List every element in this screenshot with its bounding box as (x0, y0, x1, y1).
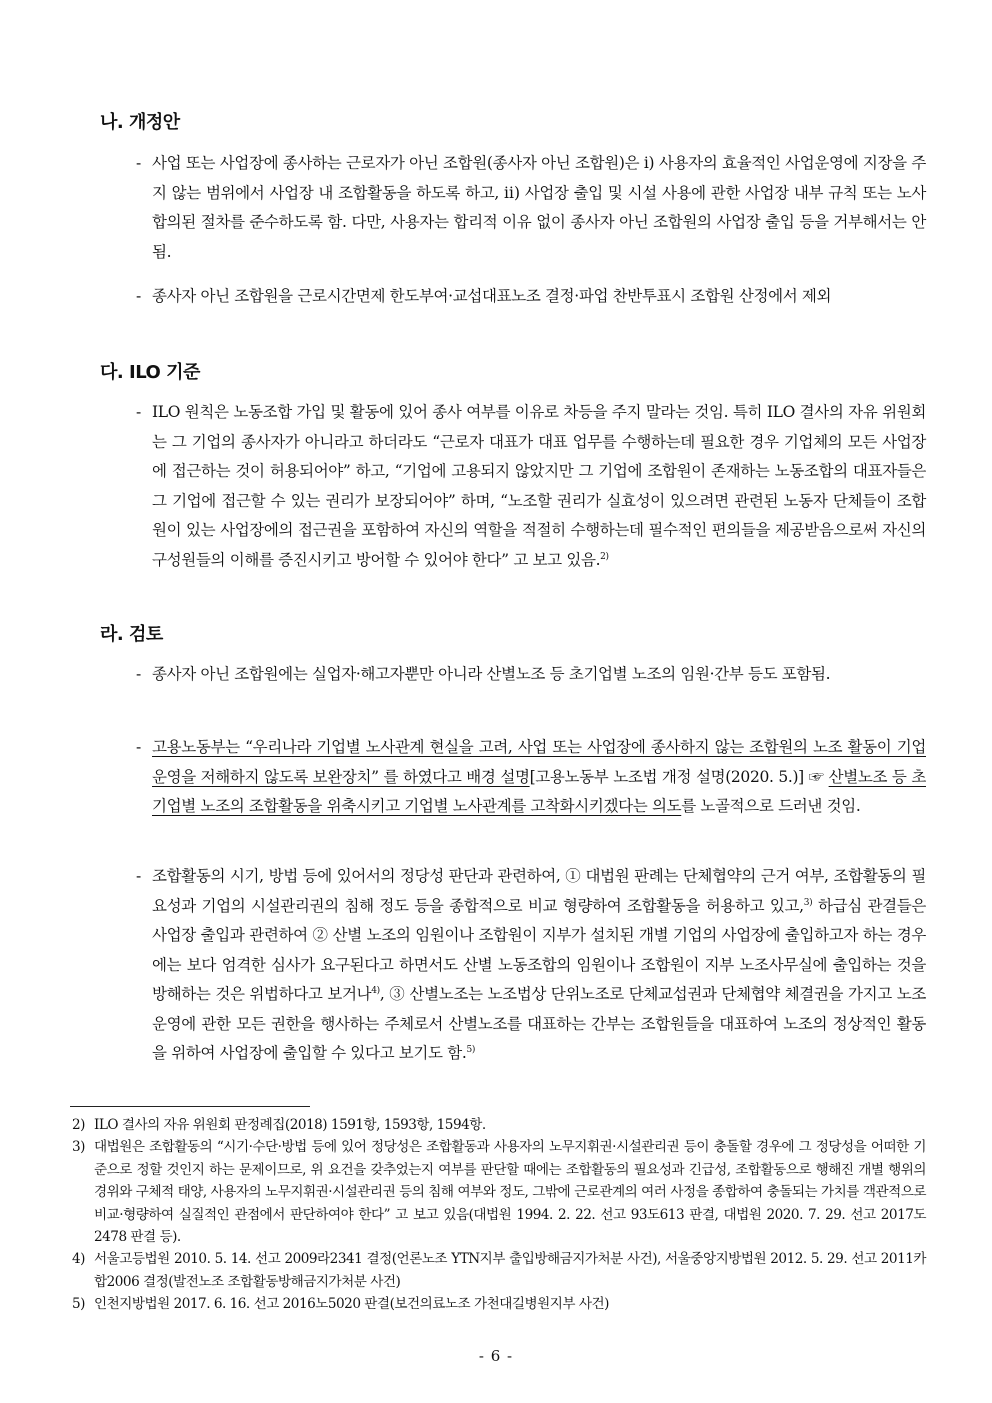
bullet-ra-1 (136, 660, 926, 690)
bullet-na-1 (136, 149, 926, 267)
bullet-text-part: , ③ 산별노조는 노조법상 단위노조로 단체교섭권과 단체협약 체결권을 가지고 노조 운영에 관한 모든 권한을 행사하는 주체로서 산별노조를 대표하는 간부는 조합원들을 대표하여 노조의 정상적인 활동을 위하여 사업장에 출입할 수 있다고 보기도 함. (152, 985, 926, 1062)
underlined-text: 산별노조 등 초기업별 노조의 조합활동을 위축시키고 기업별 노사관계를 고착화시키겠다는 의도 (152, 767, 926, 815)
footnote-number: 5) (72, 1296, 85, 1313)
bullet-text-part: [고용노동부 노조법 개정 설명(2020. 5.)] ☞ (529, 767, 829, 786)
footnotes (72, 1114, 926, 1316)
bullet-dash: - (136, 154, 141, 172)
bullet-text-part: ILO 원칙은 노동조합 가입 및 활동에 있어 종사 여부를 이유로 차등을 주지 말라는 것임. 특히 ILO 결사의 자유 위원회는 그 기업의 종사자가 아니라고 하더라도 “근로자 대표가 대표 업무를 수행하는데 필요한 경우 기업체의 모든 사업장에 접근하는 것이 허용되어야” 하고, “기업에 고용되지 않았지만 그 기업에 조합원이 존재하는 노동조합의 대표자들은 그 기업에 접근할 수 있는 권리가 보장되어야” 하며, “노조할 권리가 실효성이 있으려면 관련된 노동자 단체들이 조합원이 있는 사업장에의 접근권을 포함하여 자신의 역할을 적절히 수행하는데 필수적인 편의들을 제공받음으로써 자신의 구성원들의 이해를 증진시키고 방어할 수 있어야 한다” 고 보고 있음. (152, 403, 926, 569)
footnote-ref: 5) (466, 1044, 476, 1055)
bullet-na-2 (136, 282, 926, 312)
bullet-text-part: 조합활동의 시기, 방법 등에 있어서의 정당성 판단과 관련하여, ① 대법원 판례는 단체협약의 근거 여부, 조합활동의 필요성과 기업의 시설관리권의 침해 정도 등을 종합적으로 비교 형량하여 조합활동을 허용하고 있고, (152, 867, 926, 915)
bullet-ra-3 (136, 862, 926, 1069)
footnote-number: 2) (72, 1117, 85, 1133)
bullet-text: 종사자 아닌 조합원을 근로시간면제 한도부여·교섭대표노조 결정·파업 찬반투표시 조합원 산정에서 제외 (152, 287, 832, 305)
footnote-item (72, 1136, 926, 1248)
bullet-text (152, 733, 926, 822)
footnote-ref: 4) (371, 985, 380, 996)
footnote-ref: 3) (803, 897, 813, 908)
section-heading-na: 나. 개정안 (100, 112, 180, 133)
footnote-text: 인천지방법원 2017. 6. 16. 선고 2016노5020 판결(보건의료노조 가천대길병원지부 사건) (94, 1296, 609, 1313)
footnote-text: ILO 결사의 자유 위원회 판정례집(2018) 1591항, 1593항, 1594항. (94, 1117, 486, 1133)
footnote-item (72, 1248, 926, 1293)
bullet-text-part: 하급심 관결들은 사업장 출입과 관련하여 ② 산별 노조의 임원이나 조합원이 지부가 설치된 개별 기업의 사업장에 출입하고자 하는 경우에는 보다 엄격한 심사가 요구된다고 하면서도 산별 노동조합의 임원이나 조합원이 지부 노조사무실에 출입하는 것을 방해하는 것은 위법하다고 보거나 (152, 896, 926, 1003)
bullet-ra-2 (136, 733, 926, 822)
bullet-text (152, 862, 926, 1069)
bullet-text: 사업 또는 사업장에 종사하는 근로자가 아닌 조합원(종사자 아닌 조합원)은 ⅰ) 사용자의 효율적인 사업운영에 지장을 주지 않는 범위에서 사업장 내 조합활동을 하도록 하고, ⅱ) 사업장 출입 및 시설 사용에 관한 사업장 내부 규칙 또는 노사합의된 절차를 준수하도록 함. 다만, 사용자는 합리적 이유 없이 종사자 아닌 조합원의 사업장 출입 등을 거부해서는 안됨. (152, 154, 926, 261)
footnote-text: 대법원은 조합활동의 “시기·수단·방법 등에 있어 정당성은 조합활동과 사용자의 노무지휘권·시설관리권 등이 충돌할 경우에 그 정당성을 어떠한 기준으로 정할 것인지 하는 문제이므로, 위 요건을 갖추었는지 여부를 판단할 때에는 조합활동의 필요성과 긴급성, 조합활동으로 행해진 개별 행위의 경위와 구체적 태양, 사용자의 노무지휘권·시설관리권 등의 침해 여부와 정도, 그밖에 근로관계의 여러 사정을 종합하여 충돌되는 가치를 객관적으로 비교·형량하여 실질적인 관점에서 판단하여야 한다” 고 보고 있음(대법원 1994. 2. 22. 선고 93도613 판결, 대법원 2020. 7. 29. 선고 2017도2478 판결 등). (94, 1139, 926, 1246)
footnote-text: 서울고등법원 2010. 5. 14. 선고 2009라2341 결정(언론노조 YTN지부 출입방해금지가처분 사건), 서울중앙지방법원 2012. 5. 29. 선고 2011카합2006 결정(발전노조 조합활동방해금지가처분 사건) (94, 1251, 926, 1290)
bullet-da-1 (136, 398, 926, 575)
bullet-dash: - (136, 287, 141, 305)
bullet-text: 종사자 아닌 조합원에는 실업자·해고자뿐만 아니라 산별노조 등 초기업별 노조의 임원·간부 등도 포함됨. (152, 665, 831, 683)
footnote-divider (70, 1106, 310, 1107)
bullet-dash: - (136, 738, 141, 756)
section-heading-ra: 라. 검토 (100, 624, 163, 645)
bullet-text-part: 를 노골적으로 드러낸 것임. (681, 797, 861, 815)
section-heading-da: 다. ILO 기준 (100, 362, 200, 383)
bullet-dash: - (136, 867, 141, 885)
underlined-text: 고용노동부는 “우리나라 기업별 노사관계 현실을 고려, 사업 또는 사업장에 종사하지 않는 조합원의 노조 활동이 기업 운영을 저해하지 않도록 보완장치” 를 하였다고 배경 설명 (152, 738, 926, 786)
footnote-item (72, 1114, 926, 1136)
bullet-dash: - (136, 403, 141, 421)
page-number: - 6 - (478, 1347, 514, 1365)
footnote-item (72, 1293, 926, 1315)
footnote-number: 4) (72, 1251, 85, 1268)
bullet-text (152, 398, 926, 575)
footnote-number: 3) (72, 1139, 85, 1156)
bullet-dash: - (136, 665, 141, 683)
footnote-ref: 2) (600, 551, 609, 562)
